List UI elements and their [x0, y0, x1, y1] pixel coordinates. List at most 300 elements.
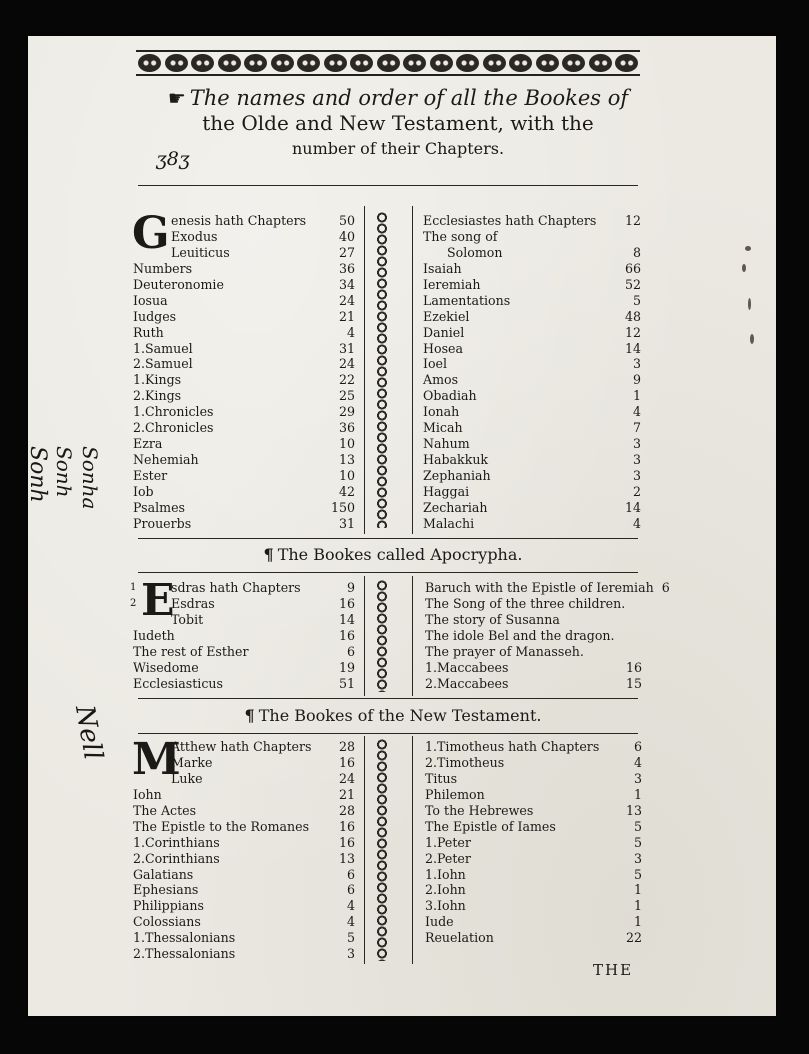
book-row [423, 309, 641, 325]
chapter-count: 1 [632, 388, 641, 404]
chapter-count: 4 [632, 404, 641, 420]
book-row [423, 436, 641, 452]
book-name: Leuiticus [171, 244, 230, 260]
chapter-count: 150 [330, 499, 355, 515]
book-row [423, 341, 641, 357]
chapter-count: 3 [633, 770, 642, 786]
book-row [133, 739, 355, 755]
book-name: Luke [171, 770, 203, 786]
chapter-count: 8 [632, 244, 641, 260]
apocrypha-prefix-2: 2 [130, 598, 137, 609]
book-row [133, 819, 355, 835]
chapter-count: 16 [625, 659, 642, 675]
vine-ornament [374, 212, 390, 528]
book-name: 2.Corinthians [133, 850, 220, 866]
book-name: Iosua [133, 292, 168, 308]
book-name: 1.Chronicles [133, 404, 214, 420]
column-divider [364, 736, 365, 964]
book-row [133, 755, 355, 771]
ink-stain [748, 298, 751, 310]
book-name: Philemon [425, 786, 485, 802]
column-divider [412, 736, 413, 964]
chapter-count: 5 [633, 818, 642, 834]
book-name: Habakkuk [423, 452, 489, 468]
chapter-count: 7 [632, 420, 641, 436]
apocrypha-prefix-1: 1 [130, 582, 137, 593]
chapter-count: 31 [338, 515, 355, 531]
book-row [133, 787, 355, 803]
chapter-count: 10 [338, 468, 355, 483]
book-row [133, 803, 355, 819]
book-name: Lamentations [423, 292, 511, 308]
book-row [423, 325, 641, 341]
apocrypha-right-column [425, 580, 670, 692]
book-name: 2.Peter [425, 850, 471, 866]
fleuron-icon [191, 54, 214, 72]
book-name: 1.Maccabees [425, 659, 509, 675]
chapter-count: 4 [632, 515, 641, 531]
book-row [425, 771, 642, 787]
chapter-count: 6 [346, 882, 355, 898]
vine-ornament [374, 739, 390, 961]
fleuron-icon [562, 54, 585, 72]
chapter-count: 21 [338, 786, 355, 802]
book-row [423, 213, 641, 229]
chapter-count: 4 [346, 914, 355, 930]
book-row [133, 835, 355, 851]
book-row [425, 851, 642, 867]
rule-apocrypha-top [138, 538, 638, 539]
book-row [133, 293, 355, 309]
chapter-count: 15 [625, 675, 642, 691]
chapter-count: 1 [633, 882, 642, 898]
fleuron-icon [536, 54, 559, 72]
chapter-count: 48 [624, 308, 641, 324]
book-row [425, 596, 642, 612]
book-name: Ruth [133, 324, 164, 340]
ink-stain [745, 246, 751, 251]
book-name: 1.Corinthians [133, 834, 220, 850]
book-row [133, 867, 355, 883]
book-name: Iudges [133, 308, 177, 324]
chapter-count: 5 [346, 930, 355, 946]
chapter-count: 6 [346, 866, 355, 882]
book-name: Ezekiel [423, 308, 470, 324]
book-row [423, 229, 641, 245]
book-name: Marke [171, 754, 213, 770]
book-name: The Epistle to the Romanes [133, 818, 310, 834]
book-row [423, 245, 641, 261]
handwritten-note-left-3: Sonha [78, 446, 102, 510]
book-row [133, 484, 355, 500]
fleuron-icon [271, 54, 294, 72]
chapter-count [625, 229, 641, 245]
book-name: 2.Kings [133, 388, 182, 404]
chapter-count: 9 [346, 580, 355, 595]
book-row [425, 882, 642, 898]
book-name: Nahum [423, 436, 470, 452]
book-name: Solomon [447, 244, 503, 260]
book-row [425, 660, 642, 676]
chapter-count: 13 [338, 850, 355, 866]
book-row [423, 372, 641, 388]
chapter-count: 27 [338, 244, 355, 260]
book-row [423, 277, 641, 293]
chapter-count: 24 [338, 292, 355, 308]
book-name: To the Hebrewes [425, 802, 534, 818]
nt-right-column [425, 739, 642, 946]
book-name: 2.Chronicles [133, 420, 214, 436]
book-name: 2.Timotheus [425, 754, 505, 770]
book-name: The song of [423, 228, 498, 244]
fleuron-icon [324, 54, 347, 72]
chapter-count: 21 [338, 308, 355, 324]
book-row [133, 213, 355, 229]
fleuron-icon [483, 54, 506, 72]
chapter-count: 52 [624, 276, 641, 292]
ornament-band [136, 50, 640, 76]
chapter-count: 19 [338, 659, 355, 675]
chapter-count: 5 [632, 292, 641, 308]
chapter-count: 29 [338, 404, 355, 420]
book-name: The prayer of Manasseh. [425, 643, 584, 659]
book-name: The idole Bel and the dragon. [425, 627, 615, 643]
chapter-count: 66 [624, 260, 641, 276]
ot-left-column [132, 208, 355, 532]
book-row [133, 356, 355, 372]
book-name: enesis hath Chapters [171, 213, 307, 228]
book-name: Iob [133, 483, 154, 499]
book-name: Isaiah [423, 260, 462, 276]
title-line-2: the Olde and New Testament, with the [202, 111, 594, 135]
book-name: 1.Kings [133, 372, 182, 388]
book-row [133, 452, 355, 468]
book-name: Numbers [133, 260, 193, 276]
book-name: Zechariah [423, 499, 488, 515]
book-name: Nehemiah [133, 452, 199, 468]
fleuron-icon [430, 54, 453, 72]
book-row [133, 516, 355, 532]
chapter-count: 13 [625, 802, 642, 818]
book-name: Baruch with the Epistle of Ieremiah [425, 580, 654, 595]
printed-page [25, 36, 776, 1016]
fleuron-icon [377, 54, 400, 72]
book-row [423, 356, 641, 372]
book-row [425, 914, 642, 930]
chapter-count: 4 [346, 898, 355, 914]
chapter-count: 40 [338, 228, 355, 244]
chapter-count: 4 [633, 754, 642, 770]
chapter-count: 16 [338, 834, 355, 850]
book-name: Daniel [423, 324, 465, 340]
book-name: Ieremiah [423, 276, 481, 292]
chapter-count: 51 [338, 675, 355, 691]
handwritten-note-left-2: Sonh [52, 446, 76, 498]
chapter-count [626, 628, 642, 644]
book-row [425, 787, 642, 803]
handwritten-note-left-1: Sonh [25, 446, 50, 503]
book-name: Prouerbs [133, 515, 192, 531]
book-row [425, 676, 642, 692]
pointing-hand-icon: ☛ [167, 86, 186, 110]
ot-dropcap: G [132, 208, 170, 259]
book-name: 1.Thessalonians [133, 930, 236, 946]
column-divider [412, 206, 413, 534]
book-row [133, 930, 355, 946]
book-name: Micah [423, 420, 463, 436]
apocrypha-heading: ¶ The Bookes called Apocrypha. [263, 545, 523, 564]
chapter-count: 3 [632, 356, 641, 372]
chapter-count: 16 [338, 595, 355, 611]
chapter-count: 1 [633, 898, 642, 914]
fleuron-icon [456, 54, 479, 72]
book-row [133, 261, 355, 277]
book-row [425, 819, 642, 835]
vine-ornament [374, 580, 390, 692]
chapter-count [626, 644, 642, 660]
chapter-count: 22 [338, 372, 355, 388]
book-name: Ecclesiasticus [133, 675, 223, 691]
book-name: 3.Iohn [425, 898, 466, 914]
fleuron-icon [165, 54, 188, 72]
rule-top [138, 185, 638, 186]
book-name: Ecclesiastes hath Chapters [423, 213, 597, 228]
book-row [425, 628, 642, 644]
book-row [133, 277, 355, 293]
book-row [133, 436, 355, 452]
chapter-count: 2 [632, 483, 641, 499]
chapter-count: 12 [624, 324, 641, 340]
chapter-count: 42 [338, 483, 355, 499]
book-row [423, 468, 641, 484]
chapter-count: 3 [633, 850, 642, 866]
book-row [133, 898, 355, 914]
book-name: Philippians [133, 898, 204, 914]
chapter-count: 28 [338, 739, 355, 754]
book-row [425, 930, 642, 946]
book-name: Ionah [423, 404, 460, 420]
chapter-count: 5 [633, 866, 642, 882]
book-row [423, 293, 641, 309]
chapter-count: 3 [346, 946, 355, 962]
catchword: THE [593, 961, 634, 979]
chapter-count: 34 [338, 276, 355, 292]
book-name: Iohn [133, 786, 162, 802]
book-row [133, 420, 355, 436]
book-row [425, 739, 642, 755]
ink-stain [750, 334, 754, 344]
book-row [133, 946, 355, 962]
book-row [133, 500, 355, 516]
book-name: Exodus [171, 228, 218, 244]
book-row [425, 644, 642, 660]
book-row [133, 882, 355, 898]
chapter-count: 16 [338, 818, 355, 834]
chapter-count: 9 [632, 372, 641, 388]
book-row [133, 341, 355, 357]
handwritten-note-mid: Nell [68, 702, 108, 763]
page-title [138, 86, 658, 161]
chapter-count: 6 [346, 643, 355, 659]
book-name: The rest of Esther [133, 643, 249, 659]
rule-nt-top [138, 698, 638, 699]
chapter-count: 3 [632, 436, 641, 452]
book-row [423, 388, 641, 404]
rule-nt-bottom [138, 733, 638, 734]
chapter-count: 16 [338, 754, 355, 770]
chapter-count: 50 [338, 213, 355, 228]
book-name: 1.Iohn [425, 866, 466, 882]
book-row [133, 851, 355, 867]
fleuron-icon [218, 54, 241, 72]
book-row [425, 612, 642, 628]
chapter-count: 5 [633, 834, 642, 850]
handwritten-note-top: ʒ8ʒ [156, 148, 190, 170]
book-name: Zephaniah [423, 468, 491, 483]
fleuron-icon [297, 54, 320, 72]
book-row [133, 676, 355, 692]
chapter-count: 14 [624, 340, 641, 356]
book-row [133, 468, 355, 484]
book-row [423, 420, 641, 436]
chapter-count: 13 [338, 452, 355, 468]
chapter-count: 14 [338, 611, 355, 627]
fleuron-icon [244, 54, 267, 72]
chapter-count: 14 [624, 499, 641, 515]
book-row [133, 580, 355, 596]
nt-dropcap: M [132, 734, 181, 785]
book-row [133, 404, 355, 420]
fleuron-icon [138, 54, 161, 72]
book-name: 2.Thessalonians [133, 946, 236, 962]
book-name: Psalmes [133, 499, 185, 515]
book-row [133, 372, 355, 388]
book-name: Ioel [423, 356, 448, 372]
book-name: Atthew hath Chapters [171, 739, 312, 754]
chapter-count: 4 [346, 324, 355, 340]
book-name: Iudeth [133, 627, 175, 643]
book-row [425, 867, 642, 883]
apocrypha-dropcap: E [141, 575, 175, 626]
book-name: Colossians [133, 914, 201, 930]
chapter-count: 16 [338, 627, 355, 643]
book-name: Ester [133, 468, 168, 483]
title-line-3: number of their Chapters. [291, 139, 505, 158]
ink-stain [742, 264, 746, 272]
pilcrow-icon: ¶ [263, 545, 274, 564]
book-name: 1.Peter [425, 834, 471, 850]
book-row [133, 914, 355, 930]
book-row [133, 771, 355, 787]
title-line-1: The names and order of all the Bookes of [189, 86, 629, 110]
book-name: Hosea [423, 340, 463, 356]
book-row [133, 325, 355, 341]
book-name: Ezra [133, 436, 163, 452]
apocrypha-left-column [133, 575, 355, 692]
chapter-count: 3 [632, 468, 641, 483]
book-name: sdras hath Chapters [171, 580, 301, 595]
book-row [423, 500, 641, 516]
book-name: Ephesians [133, 882, 199, 898]
book-name: The story of Susanna [425, 611, 560, 627]
book-name: Amos [423, 372, 459, 388]
ot-right-column [423, 213, 641, 532]
chapter-count: 28 [338, 802, 355, 818]
book-name: Galatians [133, 866, 194, 882]
book-name: Titus [425, 770, 458, 786]
book-name: The Epistle of Iames [425, 818, 556, 834]
chapter-count: 1 [633, 914, 642, 930]
book-row [133, 628, 355, 644]
book-name: Tobit [171, 611, 204, 627]
book-name: Obadiah [423, 388, 477, 404]
chapter-count: 36 [338, 260, 355, 276]
book-name: Iude [425, 914, 454, 930]
book-row [133, 612, 355, 628]
book-name: 2.Iohn [425, 882, 466, 898]
book-row [133, 596, 355, 612]
pilcrow-icon: ¶ [244, 706, 255, 725]
chapter-count: 22 [625, 930, 642, 946]
book-row [425, 835, 642, 851]
book-name: 1.Timotheus hath Chapters [425, 739, 600, 754]
book-row [425, 898, 642, 914]
chapter-count: 24 [338, 770, 355, 786]
chapter-count: 10 [338, 436, 355, 452]
nt-left-column [132, 734, 355, 962]
fleuron-icon [615, 54, 638, 72]
chapter-count: 3 [632, 452, 641, 468]
chapter-count [626, 596, 642, 612]
fleuron-icon [589, 54, 612, 72]
book-name: The Actes [133, 802, 197, 818]
book-name: The Song of the three children. [425, 595, 626, 611]
chapter-count: 6 [633, 739, 642, 754]
book-row [133, 309, 355, 325]
book-name: Esdras [171, 595, 215, 611]
book-row [133, 388, 355, 404]
fleuron-icon [403, 54, 426, 72]
fleuron-icon [350, 54, 373, 72]
column-divider [412, 576, 413, 696]
chapter-count: 24 [338, 356, 355, 372]
book-row [425, 803, 642, 819]
book-row [423, 404, 641, 420]
book-row [423, 516, 641, 532]
chapter-count: 25 [338, 388, 355, 404]
book-name: Haggai [423, 483, 470, 499]
book-name: Deuteronomie [133, 276, 224, 292]
chapter-count: 31 [338, 340, 355, 356]
column-divider [364, 206, 365, 534]
book-row [425, 755, 642, 771]
book-row [133, 245, 355, 261]
book-name: 1.Samuel [133, 340, 193, 356]
book-row [423, 261, 641, 277]
book-name: 2.Maccabees [425, 675, 509, 691]
fleuron-icon [509, 54, 532, 72]
nt-heading: ¶ The Bookes of the New Testament. [244, 706, 542, 725]
chapter-count [626, 612, 642, 628]
book-row [133, 644, 355, 660]
book-name: Reuelation [425, 930, 494, 946]
book-name: Malachi [423, 515, 475, 531]
chapter-count: 36 [338, 420, 355, 436]
chapter-count: 12 [624, 213, 641, 228]
book-row [423, 452, 641, 468]
book-row [423, 484, 641, 500]
column-divider [364, 576, 365, 696]
